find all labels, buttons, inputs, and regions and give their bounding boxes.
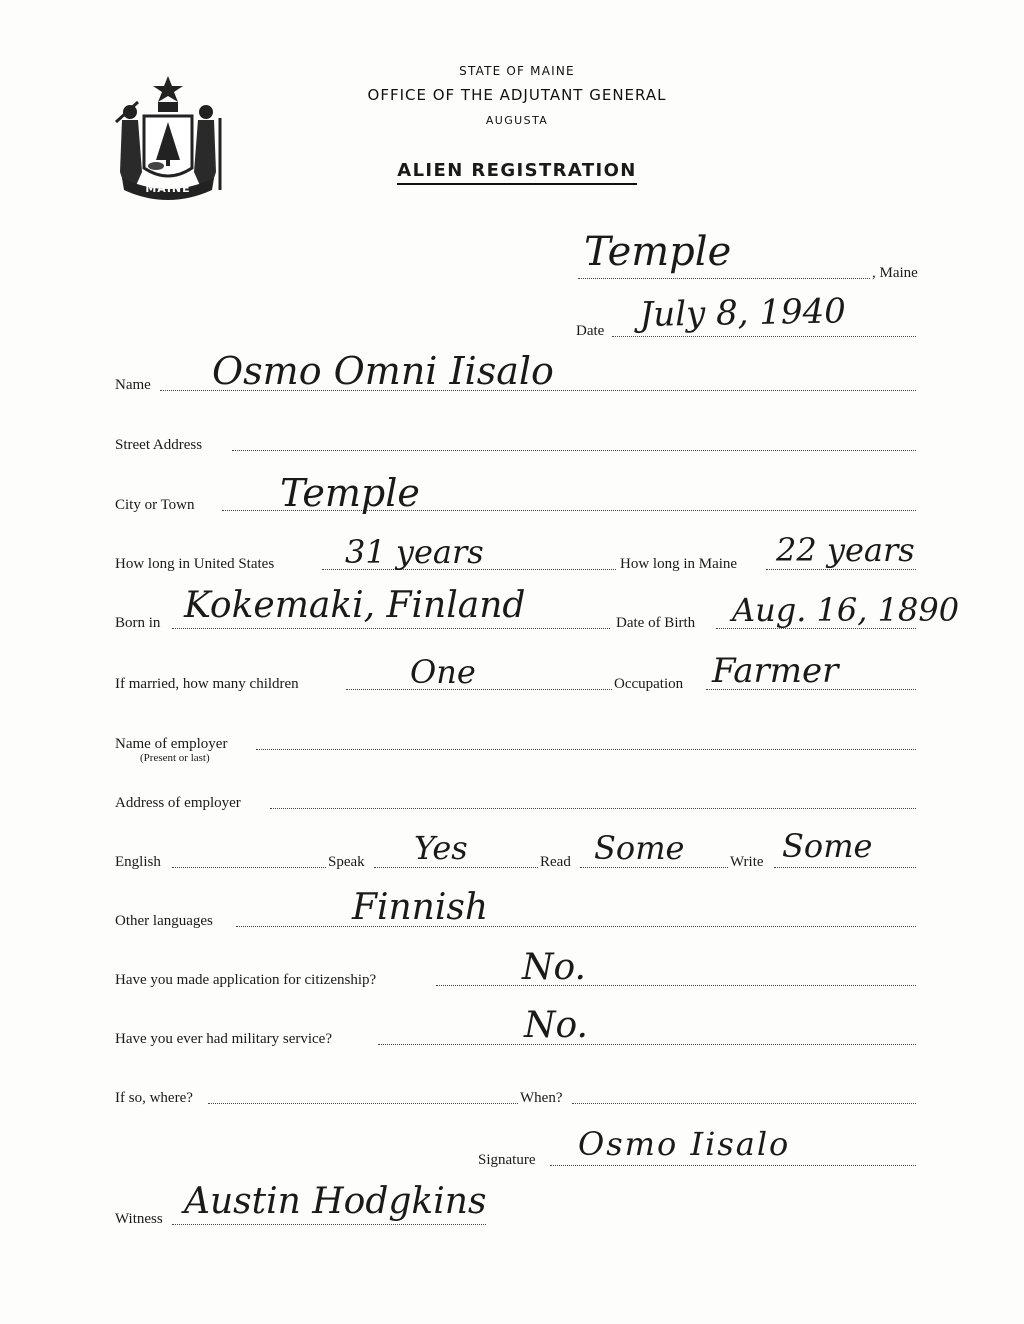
street-label: Street Address [115,437,203,453]
header-city: AUGUSTA [485,114,549,127]
english-line [172,867,326,868]
where-label: If so, where? [115,1090,193,1106]
name-value: Osmo Omni Iisalo [212,349,554,393]
street-line [232,450,916,451]
citizenship-line [436,985,916,986]
signature-line [550,1165,916,1166]
born-line [172,628,610,629]
citizenship-value: No. [522,947,586,988]
read-value: Some [594,829,685,867]
write-label: Write [730,854,764,870]
when-label: When? [520,1090,563,1106]
where-line [208,1103,518,1104]
speak-label: Speak [328,854,365,870]
english-label: English [115,854,161,870]
us-label: How long in United States [115,556,275,572]
speak-line [374,867,538,868]
dob-label: Date of Birth [616,615,696,631]
witness-value: Austin Hodgkins [184,1181,487,1222]
employer-address-line [270,808,916,809]
witness-line [172,1224,486,1225]
other-languages-label: Other languages [115,913,213,929]
seal-banner-text: MAINE [145,182,191,195]
children-label: If married, how many children [115,676,299,692]
children-value: One [410,653,476,691]
citizenship-label: Have you made application for citizenship? [115,972,377,988]
state-seal-icon [108,72,228,200]
occupation-value: Farmer [712,651,839,691]
maine-label: How long in Maine [620,556,738,572]
date-value: July 8, 1940 [639,291,847,335]
maine-line [766,569,916,570]
born-label: Born in [115,615,161,631]
town-line [578,278,870,279]
town-value: Temple [584,229,732,275]
occupation-label: Occupation [614,676,684,692]
form-title: ALIEN REGISTRATION [300,160,734,181]
header-office: OFFICE OF THE ADJUTANT GENERAL [367,86,667,104]
signature-label: Signature [478,1152,536,1168]
city-label: City or Town [115,497,195,513]
military-value: No. [524,1005,588,1046]
read-label: Read [540,854,571,870]
military-line [378,1044,916,1045]
name-label: Name [115,377,151,393]
witness-label: Witness [115,1211,163,1227]
employer-line [256,749,916,750]
when-line [572,1103,916,1104]
employer-address-label: Address of employer [115,795,241,811]
date-label: Date [576,323,605,339]
date-line [612,336,916,337]
employer-label: Name of employer [115,736,228,752]
us-value: 31 years [345,533,484,571]
other-languages-value: Finnish [352,887,489,928]
signature-value: Osmo Iisalo [578,1125,791,1163]
employer-sublabel: (Present or last) [140,752,210,764]
other-languages-line [236,926,916,927]
military-label: Have you ever had military service? [115,1031,332,1047]
header-state: STATE OF MAINE [459,64,575,78]
dob-value: Aug. 16, 1890 [732,591,960,629]
write-value: Some [782,827,873,865]
maine-value: 22 years [776,531,915,569]
children-line [346,689,612,690]
born-value: Kokemaki, Finland [184,585,526,626]
city-value: Temple [280,471,420,515]
maine-suffix: , Maine [872,265,918,281]
write-line [774,867,916,868]
speak-value: Yes [414,829,468,867]
read-line [580,867,728,868]
